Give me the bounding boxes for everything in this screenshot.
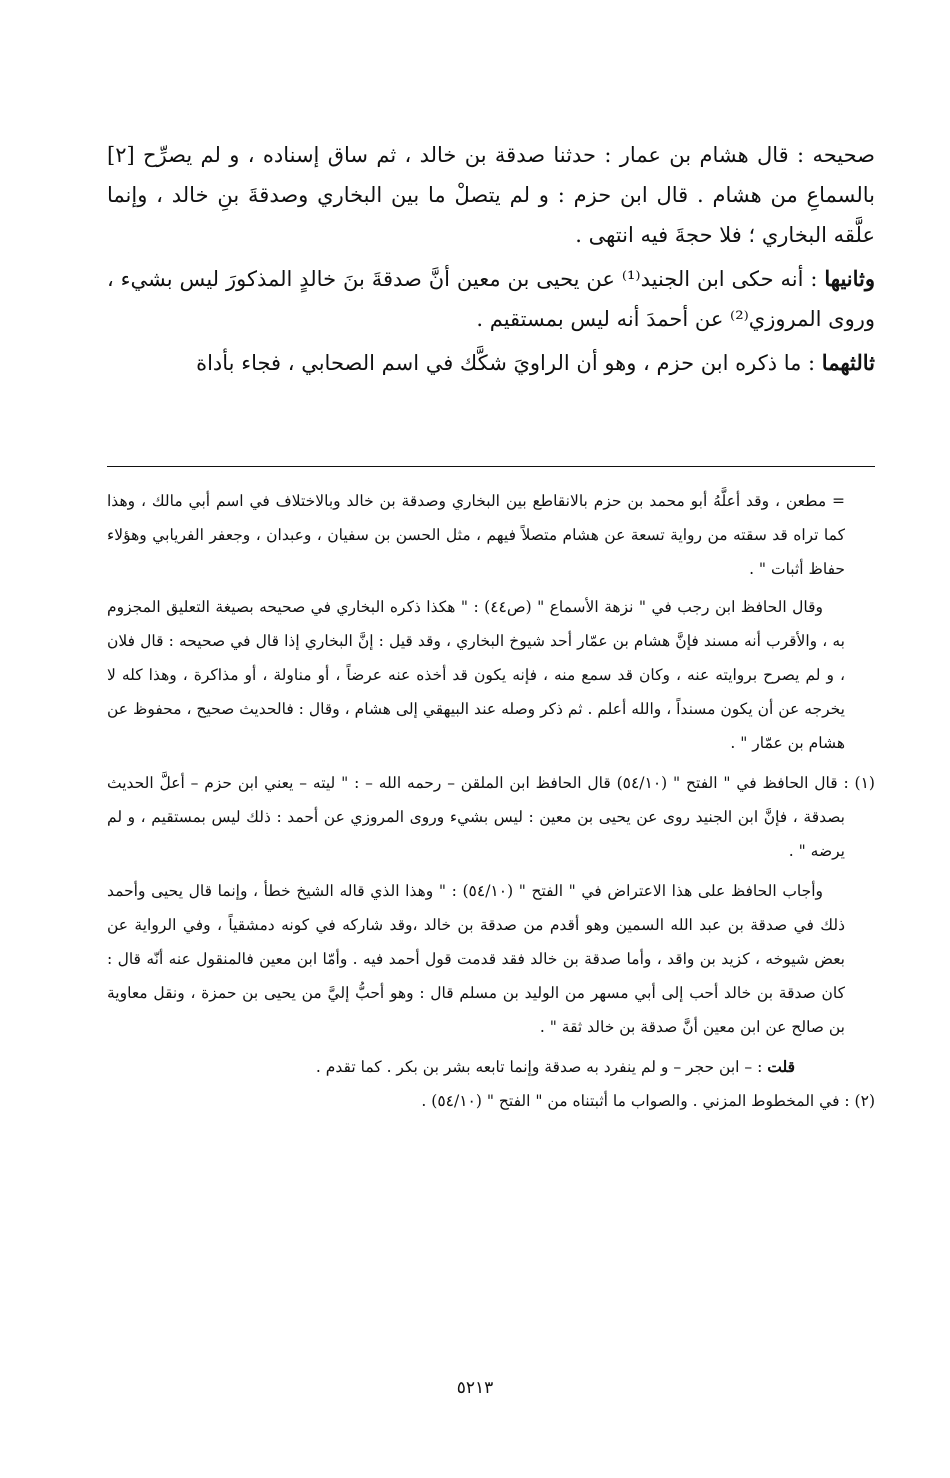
footnote-1: (١) : قال الحافظ في " الفتح " (٥٤/١٠) قال الحافظ ابن الملقن – رحمه الله – : " ليته – يعني ابن حزم – أعلَّ الحديث بصدقة ، فإنَّ ابن الجنيد روى عن يحيى بن معين : ليس بشيء وروى المروزي عن أحمد : ذلك ليس بمستقيم ، و لم يرضه " . [107,774,875,860]
qult-text: : – ابن حجر – و لم ينفرد به صدقة وإنما تابعه بشر بن بكر . كما تقدم . [315,1058,768,1076]
main-paragraph-3 [107,343,875,383]
footnote-qult-note [107,1050,875,1084]
paragraph-2-heading: وثانيها [824,266,876,291]
paragraph-3-heading: ثالثهما [821,350,875,375]
main-paragraph-2 [107,259,875,339]
footnotes-section [107,484,875,1118]
footnote-divider [107,466,875,467]
footnote-1-subparagraph: وأجاب الحافظ على هذا الاعتراض في " الفتح " (٥٤/١٠) : " وهذا الذي قاله الشيخ خطأ ، وإنما قال يحيى وأحمد ذلك في صدقة بن عبد الله السمين وهو أقدم من صدقة بن خالد ،وقد شاركه في كونه دمشقياً ، وفي الرواية عن بعض شيوخه ، كزيد بن واقد ، وأما صدقة بن خالد فقد قدمت قول أحمد فيه . وأمّا ابن معين فالمنقول عنه أنّه قال : كان صدقة بن خالد أحب إلى أبي مسهر من الوليد بن مسلم قال : وهو أحبُّ إليَّ من يحيى بن حمزة ، ونقل معاوية بن صالح عن ابن معين أنَّ صدقة بن خالد ثقة " . [107,882,845,1036]
page-number: ٥٢١٣ [456,1378,494,1398]
footnote-continuation: = مطعن ، وقد أعلَّهُ أبو محمد بن حزم بالانقاطع بين البخاري وصدقة بن خالد وبالاختلاف في اسم أبي مالك ، وهذا كما تراه قد سقته من رواية تسعة عن هشام متصلاً فيهم ، مثل الحسن بن سفيان ، وعبدان ، وجعفر الفريابي وهؤلاء حفاظ أثبات " . [107,492,845,578]
main-paragraph-1: صحيحه : قال هشام بن عمار : حدثنا صدقة بن خالد ، ثم ساق إسناده ، و لم يصرِّح [٢] بالسماعِ من هشام . قال ابن حزم : و لم يتصلْ ما بين البخاري وصدقةَ بنِ خالد ، وإنما علَّقه البخاري ؛ فلا حجةَ فيه انتهى . [107,143,875,247]
main-body-text [107,135,875,383]
footnote-continuation-subparagraph: وقال الحافظ ابن رجب في " نزهة الأسماع " (ص٤٤) : " هكذا ذكره البخاري في صحيحه بصيغة التعليق المجزوم به ، والأقرب أنه مسند فإنَّ هشام بن عمّار أحد شيوخ البخاري ، وقد قيل : إنَّ البخاري إذا قال في صحيحه : قال فلان ، و لم يصرح بروايته عنه ، وكان قد سمع منه ، فإنه يكون قد أخذه عنه عرضاً ، أو مناولة ، أو مذاكرة ، وهذا كله لا يخرجه عن أن يكون مسنداً ، والله أعلم . ثم ذكر وصله عند البيهقي إلى هشام ، وقال : فالحديث صحيح ، محفوظ عن هشام بن عمّار " . [107,598,845,752]
footnote-2: (٢) : في المخطوط المزني . والصواب ما أثبتناه من " الفتح " (٥٤/١٠) . [421,1092,875,1110]
paragraph-2-text: : أنه حكى ابن الجنيد⁽¹⁾ عن يحيى بن معين أنَّ صدقةَ بنَ خالدٍ المذكورَ ليس بشيء ، وروى المروزي⁽²⁾ عن أحمدَ أنه ليس بمستقيم . [107,267,875,331]
qult-label: قلت [767,1057,795,1076]
paragraph-3-text: : ما ذكره ابن حزم ، وهو أن الراويَ شكَّك في اسم الصحابي ، فجاء بأداة [196,351,822,375]
